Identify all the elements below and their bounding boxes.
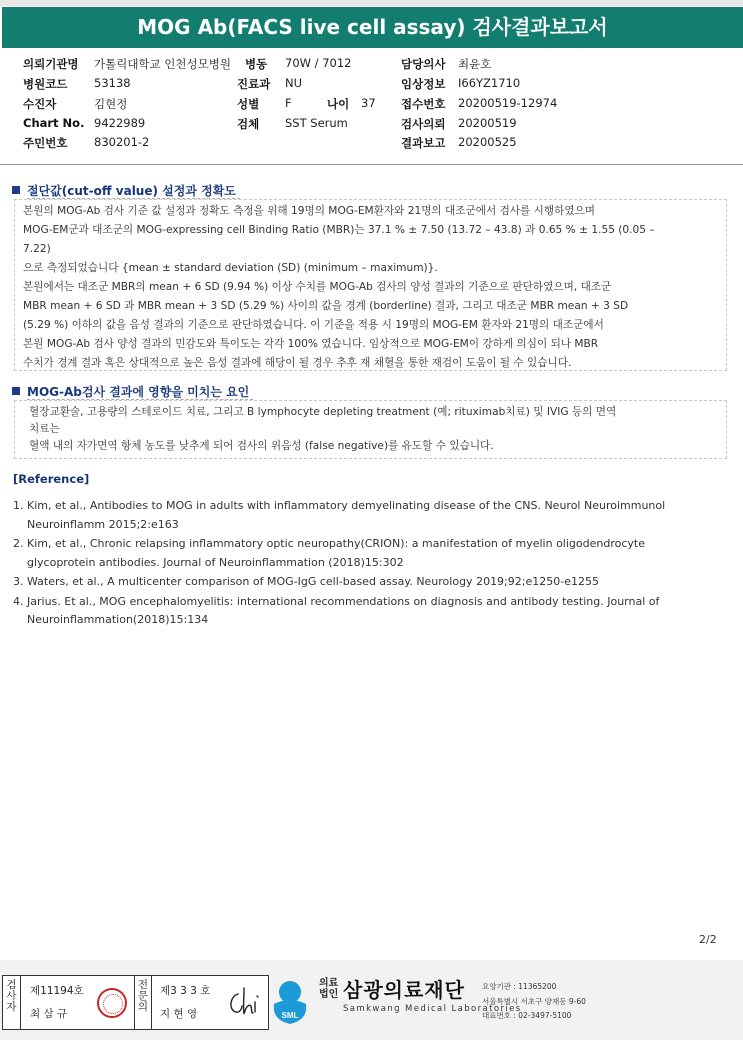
specialist-label-char: 의 [137,1001,149,1013]
receipt-value: 20200519-12974 [458,96,558,110]
hospcode-label: 병원코드 [23,77,68,91]
section1-line: 본원에서는 대조군 MBR의 mean + 6 SD (9.94 %) 이상 수치를 MOG-Ab 검사의 양성 결과의 기준으로 판단하였으며, 대조군 [23,281,612,293]
examiner-label-char: 자 [6,1001,17,1013]
reference-item [13,535,728,572]
reference-item [13,497,728,534]
examinee-value: 김현정 [94,97,128,111]
hospcode-value: 53138 [94,76,131,90]
org-type [319,978,338,1000]
care-code: 요양기관 : 11365200 [482,982,557,991]
doctor-label: 담당의사 [401,57,446,71]
request-label: 검사의뢰 [401,117,446,131]
section1-line: 으로 측정되었습니다 {mean ± standard deviation (SD) (minimum – maximum)}. [23,262,438,274]
section1-line: 7.22) [23,243,51,255]
clinical-label: 임상정보 [401,77,446,91]
dept-label: 진료과 [237,77,271,91]
org-name-en: Samkwang Medical Laboratories [343,1004,522,1014]
org-logo [270,972,740,1032]
reference-number: 4. [13,594,24,608]
specialist-label [134,976,152,1029]
reference-list [13,497,728,631]
bullet-square-icon [12,387,20,395]
specimen-value: SST Serum [285,116,348,130]
doctor-value: 최윤호 [458,57,492,71]
reference-item [13,573,728,592]
reference-text: Jarius. Et al., MOG encephalomyelitis: international recommendations on diagnosis and antibody testing. Journal of [27,594,660,608]
section2-heading [12,383,253,400]
chart-label: Chart No. [23,116,85,130]
section1-line: 본원의 MOG-Ab 검사 기준 값 설정과 정확도 측정을 위해 19명의 MOG-EM환자와 21명의 대조군에서 검사를 시행하였으며 [23,205,596,217]
org-type-line: 법인 [319,989,339,1000]
chart-value: 9422989 [94,116,146,130]
section1-line: MBR mean + 6 SD 과 MBR mean + 3 SD (5.29 %) 사이의 값을 경계 (borderline) 결과, 그리고 대조군 MBR mean + 3 SD [23,300,629,312]
specialist-name: 지 현 영 [160,1008,198,1020]
receipt-label: 접수번호 [401,97,446,111]
clinical-value: I66YZ1710 [458,76,521,90]
reference-item [13,593,728,630]
examiner-label [3,976,21,1029]
reference-text: Waters, et al., A multicenter comparison of MOG-IgG cell-based assay. Neurology 2019;92;e1250-e1255 [27,575,599,588]
sml-logo-icon [270,978,310,1026]
specialist-signature [224,984,264,1020]
ward-value: 70W / 7012 [285,56,352,70]
dept-value: NU [285,76,303,90]
org-address: 서울특별시 서초구 양재동 9-60 [482,997,586,1006]
age-value: 37 [361,96,376,110]
examinee-label: 수진자 [23,97,57,111]
org-name: 삼광의료재단 [343,978,465,1002]
patient-info-panel [0,52,743,160]
reference-number: 2. [13,537,24,550]
reference-text: Neuroinflamm 2015;2:e163 [27,517,179,531]
examiner-license: 제11194호 [30,985,84,997]
section2-body [29,404,719,455]
reference-text: Kim, et al., Chronic relapsing inflammatory optic neuropathy(CRION): a manifestation of myelin oligodendrocyte [27,537,645,550]
org-badge-text: SML [281,1011,299,1020]
top-border [0,0,743,6]
section1-body [23,202,723,373]
section1-heading [12,182,240,199]
specialist-label-char: 전 [137,979,149,991]
ward-label: 병동 [245,57,268,71]
specialist-label-char: 문 [137,990,149,1002]
section1-title: 절단값(cut-off value) 설정과 정확도 [27,184,240,199]
org-type-line: 의료 [319,978,339,989]
examiner-label-char: 사 [6,990,17,1002]
examiner-seal-stamp [97,988,127,1018]
sex-value: F [285,96,292,110]
info-divider [0,164,743,165]
report-date-value: 20200525 [458,135,517,149]
section2-line: 치료는 [29,423,60,435]
section2-line: 혈액 내의 자가면역 항체 농도를 낮추게 되어 검사의 위음성 (false negative)를 유도할 수 있습니다. [29,440,494,452]
reference-heading: [Reference] [13,472,90,486]
section2-title: MOG-Ab검사 결과에 영향을 미치는 요인 [27,385,253,400]
section1-line: 수치가 경계 결과 혹은 상대적으로 높은 음성 결과에 해당이 될 경우 추후 재 채혈을 통한 재검이 도움이 될 수 있습니다. [23,357,572,369]
institution-value: 가톨릭대학교 인천성모병원 [94,57,231,71]
reference-number: 3. [13,575,24,588]
page-number: 2/2 [699,933,717,946]
org-phone: 대표번호 : 02-3497-5100 [482,1011,572,1020]
rrn-label: 주민번호 [23,136,68,150]
examiner-label-char: 검 [6,979,17,991]
report-date-label: 결과보고 [401,136,446,150]
specialist-license: 제3 3 3 호 [160,985,211,997]
section1-line: 본원 MOG-Ab 검사 양성 결과의 민감도와 특이도는 각각 100% 였습니다. 임상적으로 MOG-EM이 강하게 의심이 되나 MBR [23,338,599,350]
section1-line: MOG-EM군과 대조군의 MOG-expressing cell Binding Ratio (MBR)는 37.1 % ± 7.50 (13.72 – 43.8) 과 0.65 % ± 1.55 (0.05 – [23,224,655,236]
reference-text: glycoprotein antibodies. Journal of Neuroinflammation (2018)15:302 [27,555,404,569]
institution-label: 의뢰기관명 [23,57,79,71]
report-title: MOG Ab(FACS live cell assay) 검사결과보고서 [2,7,743,48]
reference-text: Kim, et al., Antibodies to MOG in adults with inflammatory demyelinating disease of the CNS. Neurol Neuroimmunol [27,499,666,512]
age-label: 나이 [327,97,350,111]
reference-number: 1. [13,499,24,512]
rrn-value: 830201-2 [94,135,150,149]
bullet-square-icon [12,186,20,194]
sex-label: 성별 [237,97,260,111]
examiner-name: 최 삼 규 [30,1008,68,1020]
reference-text: Neuroinflammation(2018)15:134 [27,613,209,626]
signature-box [2,975,269,1030]
request-value: 20200519 [458,116,517,130]
section2-line: 혈장교환술, 고용량의 스테로이드 치료, 그리고 B lymphocyte depleting treatment (예; rituximab치료) 및 IVIG 등의 면역 [29,406,617,418]
specimen-label: 검체 [237,117,260,131]
section1-line: (5.29 %) 이하의 값을 음성 결과의 기준으로 판단하였습니다. 이 기준을 적용 시 19명의 MOG-EM 환자와 21명의 대조군에서 [23,319,604,331]
